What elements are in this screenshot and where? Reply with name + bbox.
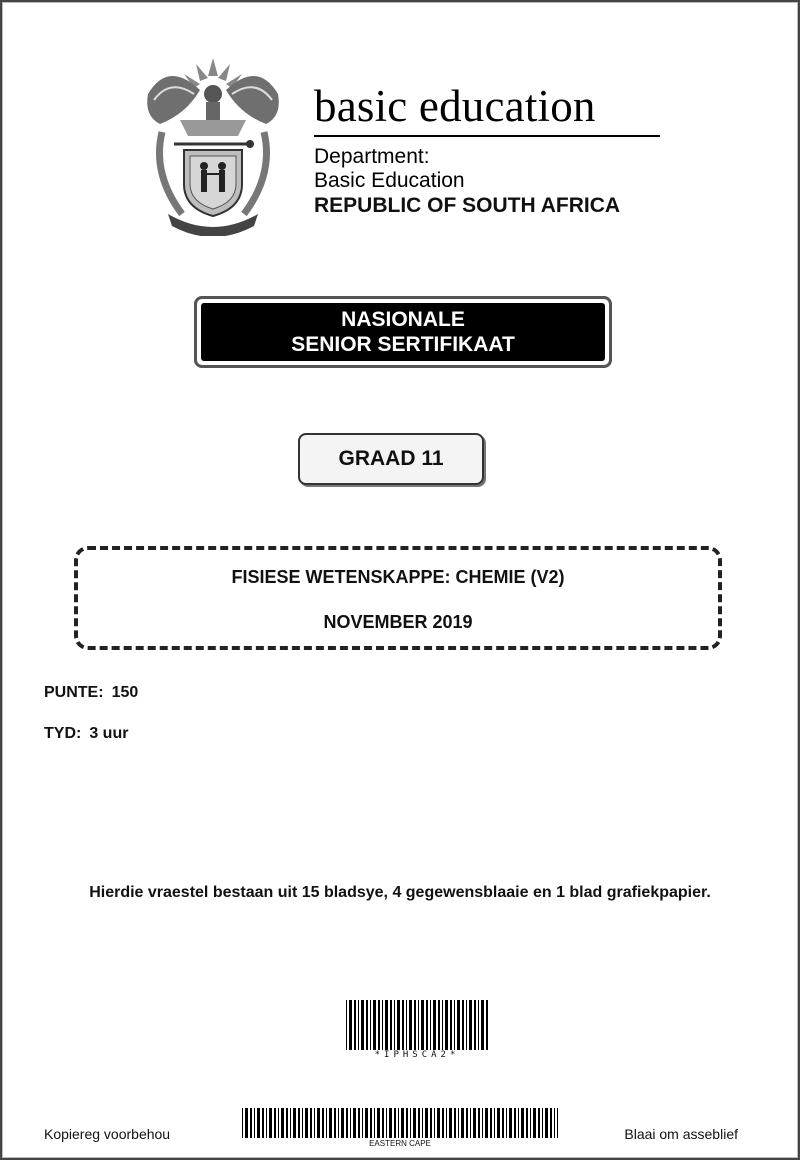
barcode-bar [474,1000,476,1050]
barcode-bar [257,1108,260,1138]
barcode-bar [326,1108,327,1138]
time-row [44,725,128,743]
barcode-bar [354,1000,356,1050]
barcode-bar [286,1108,288,1138]
certificate-line-2: SENIOR SERTIFIKAAT [291,333,515,356]
barcode-bar [346,1108,348,1138]
barcode-bar [461,1108,464,1138]
grade-box [298,433,484,485]
barcode-bar [494,1108,495,1138]
brand-underline [314,135,660,137]
barcode-bar [250,1108,252,1138]
barcode-bar [473,1108,476,1138]
subject-box [74,546,722,650]
barcode-bar [406,1108,408,1138]
barcode-bar [538,1108,540,1138]
marks-row [44,684,138,702]
barcode-bar [397,1000,400,1050]
barcode-bar [437,1108,440,1138]
barcode-bar [514,1108,516,1138]
barcode-bar [385,1000,388,1050]
barcode-bar [509,1108,512,1138]
barcode-bar [430,1108,432,1138]
time-value: 3 uur [89,725,129,742]
barcode-bar [521,1108,524,1138]
barcode-bar [446,1108,447,1138]
barcode-bar [365,1108,368,1138]
barcode-bar [506,1108,507,1138]
barcode-bar [302,1108,303,1138]
barcode-bar [274,1108,276,1138]
barcode-bar [457,1000,460,1050]
barcode-bar [350,1108,351,1138]
barcode-bar [422,1108,423,1138]
exam-session: NOVEMBER 2019 [323,612,473,632]
barcode-bar [373,1000,376,1050]
brand-title: basic education [314,81,596,131]
barcode-bar [449,1108,452,1138]
barcode-bar [442,1108,444,1138]
barcode-bar [434,1108,435,1138]
barcode-bar [361,1000,364,1050]
barcode-bar [317,1108,320,1138]
barcode-bar [310,1108,312,1138]
barcode-bar [421,1000,424,1050]
department-name: Basic Education [314,169,465,192]
barcode-bar [334,1108,336,1138]
barcode-bar [450,1000,452,1050]
barcode-bar [542,1108,543,1138]
barcode-bar [322,1108,324,1138]
barcode-bar [433,1000,436,1050]
barcode-bar [358,1108,360,1138]
barcode-bar [557,1108,558,1138]
barcode-bar [485,1108,488,1138]
barcode-bar [469,1000,472,1050]
barcode-bar [406,1000,407,1050]
barcode-bar [398,1108,399,1138]
barcode-bar [394,1000,395,1050]
subject-title: FISIESE WETENSKAPPE: CHEMIE (V2) [231,567,565,587]
barcode-bar [478,1108,480,1138]
barcode-bar [430,1000,431,1050]
barcode-bar [353,1108,356,1138]
barcode-bar [526,1108,528,1138]
barcode-bar [445,1000,448,1050]
barcode-bar [358,1000,359,1050]
barcode-bar [314,1108,315,1138]
barcode-top [346,1000,488,1050]
barcode-bar [281,1108,284,1138]
barcode-bar [454,1000,455,1050]
barcode-bar [550,1108,552,1138]
barcode-bar [409,1000,412,1050]
time-label: TYD: [44,725,82,742]
barcode-bar [554,1108,555,1138]
barcode-bar [466,1108,468,1138]
barcode-bar [482,1108,483,1138]
barcode-bar [478,1000,479,1050]
barcode-bar [458,1108,459,1138]
barcode-bar [290,1108,291,1138]
barcode-bar [394,1108,396,1138]
barcode-bar [377,1108,380,1138]
barcode-bar [338,1108,339,1138]
barcode-bar [401,1108,404,1138]
barcode-bar [370,1000,371,1050]
barcode-bottom-label: EASTERN CAPE [369,1139,431,1148]
barcode-bar [530,1108,531,1138]
barcode-bar [382,1108,384,1138]
country-name: REPUBLIC OF SOUTH AFRICA [314,194,621,217]
barcode-bar [418,1108,420,1138]
barcode-bar [362,1108,363,1138]
barcode-bar [426,1000,428,1050]
marks-value: 150 [111,684,139,701]
barcode-bar [470,1108,471,1138]
barcode-bar [390,1000,392,1050]
certificate-banner [194,296,612,368]
department-header [314,81,664,219]
turn-over-notice: Blaai om asseblief [624,1126,738,1142]
barcode-bar [454,1108,456,1138]
barcode-bar [378,1000,380,1050]
department-label: Department: [314,145,430,168]
barcode-bar [245,1108,248,1138]
barcode-bar [402,1000,404,1050]
barcode-bar [269,1108,272,1138]
barcode-bar [278,1108,279,1138]
barcode-bar [341,1108,344,1138]
barcode-bar [533,1108,536,1138]
barcode-bar [366,1000,368,1050]
barcode-bar [462,1000,464,1050]
coat-of-arms-logo [138,54,288,236]
barcode-bar [382,1000,383,1050]
barcode-bar [386,1108,387,1138]
barcode-bar [242,1108,243,1138]
barcode-bottom [242,1108,558,1138]
barcode-bar [466,1000,467,1050]
barcode-bar [438,1000,440,1050]
barcode-bar [481,1000,484,1050]
barcode-bar [545,1108,548,1138]
barcode-bar [442,1000,443,1050]
barcode-bar [502,1108,504,1138]
barcode-bar [266,1108,267,1138]
barcode-bar [346,1000,347,1050]
barcode-bar [410,1108,411,1138]
copyright-notice: Kopiereg voorbehou [44,1126,171,1142]
barcode-bar [370,1108,372,1138]
barcode-top-label: *IPHSCA2* [374,1050,460,1060]
barcode-bar [254,1108,255,1138]
barcode-bar [374,1108,375,1138]
barcode-bar [298,1108,300,1138]
barcode-bar [293,1108,296,1138]
barcode-bar [414,1000,416,1050]
barcode-bar [389,1108,392,1138]
certificate-line-1: NASIONALE [341,308,465,331]
barcode-bar [305,1108,308,1138]
grade-label: GRAAD 11 [338,447,444,470]
barcode-bar [329,1108,332,1138]
barcode-bar [349,1000,352,1050]
barcode-bar [518,1108,519,1138]
barcode-bar [418,1000,419,1050]
barcode-bar [497,1108,500,1138]
paper-contents-notice: Hierdie vraestel bestaan uit 15 bladsye, 4 gegewensblaaie en 1 blad grafiekpapier. [89,884,711,901]
barcode-bar [413,1108,416,1138]
barcode-bar [486,1000,488,1050]
barcode-bar [425,1108,428,1138]
marks-label: PUNTE: [44,684,104,701]
barcode-bar [490,1108,492,1138]
barcode-bar [262,1108,264,1138]
